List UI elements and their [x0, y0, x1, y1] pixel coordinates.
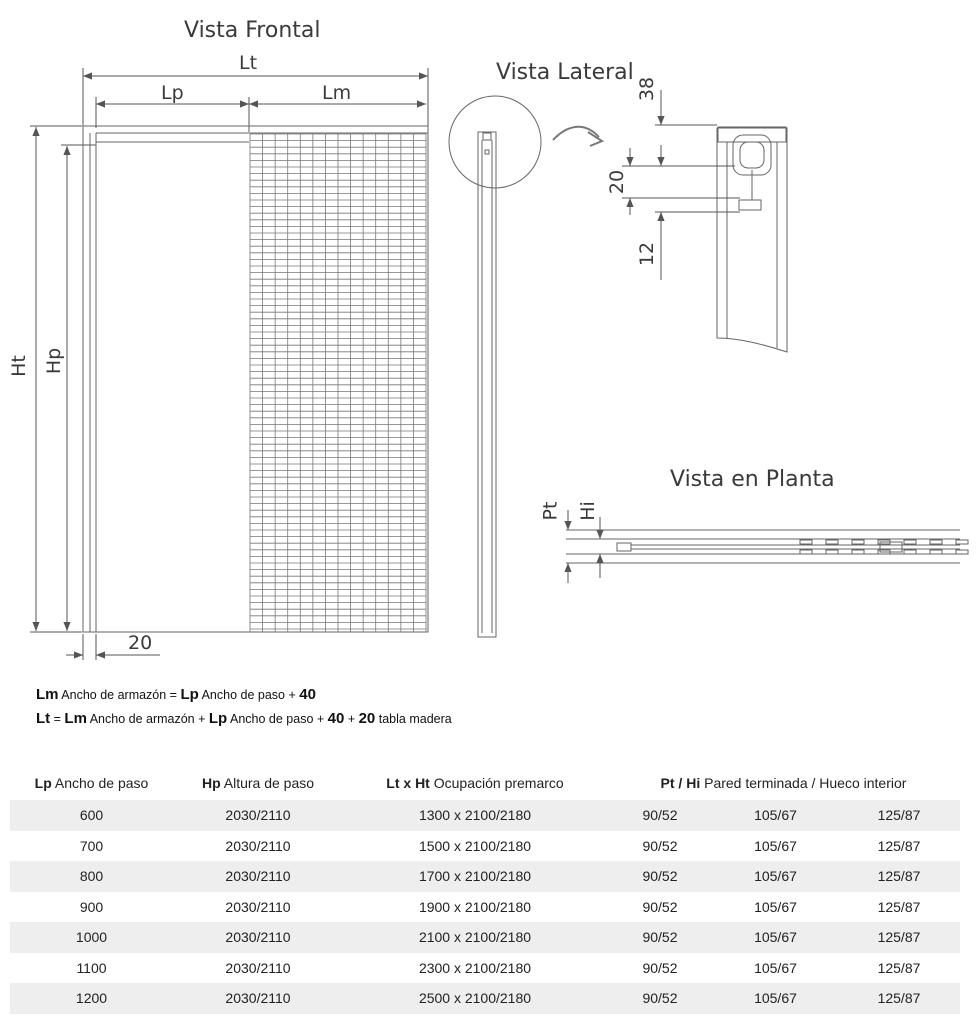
cell-ltht: 2500 x 2100/2180 — [343, 983, 607, 1014]
plan-dimension-lines — [568, 510, 600, 583]
f2-eq: = — [50, 712, 65, 726]
cell-hp: 2030/2110 — [173, 861, 343, 892]
formula-lt — [36, 710, 452, 727]
dim-lt-label: Lt — [239, 52, 258, 74]
f2-lp: Lp — [208, 710, 228, 727]
f2-lm-desc: Ancho de armazón + — [86, 712, 209, 726]
dim-20-label: 20 — [606, 169, 629, 195]
cell-p1: 90/52 — [607, 861, 713, 892]
cell-hp: 2030/2110 — [225, 959, 291, 976]
header-hp: Hp Altura de paso — [173, 766, 343, 800]
cell-p1: 90/52 — [607, 983, 713, 1014]
formula-lm — [36, 686, 316, 703]
mesh-grid — [250, 134, 426, 632]
dim-12-label: 12 — [636, 241, 659, 267]
cell-lp: 900 — [79, 898, 104, 915]
dim-hp-line — [61, 145, 96, 631]
detail-view — [717, 127, 787, 352]
dim-hp-label: Hp — [43, 347, 66, 375]
cell-hp: 2030/2110 — [173, 922, 343, 953]
cell-p3: 125/87 — [838, 983, 960, 1014]
cell-p2: 105/67 — [713, 922, 838, 953]
f2-lp-desc: Ancho de paso + — [227, 712, 328, 726]
side-view-rail — [478, 132, 496, 637]
table-row — [10, 983, 960, 1014]
header-pthi: Pt / Hi Pared terminada / Hueco interior — [607, 766, 960, 800]
side-view-title: Vista Lateral — [496, 60, 634, 85]
front-view-title: Vista Frontal — [184, 18, 321, 43]
dim-lm-label: Lm — [322, 82, 352, 104]
table-row — [10, 922, 960, 953]
table-row — [10, 861, 960, 892]
table-header-row — [10, 766, 960, 800]
header-lp: Lp Ancho de paso — [10, 766, 173, 800]
f2-tabla: tabla madera — [375, 712, 452, 726]
cell-p1: 90/52 — [642, 898, 678, 915]
cell-p3: 125/87 — [877, 898, 921, 915]
cell-p3: 125/87 — [877, 837, 921, 854]
cell-p2: 105/67 — [713, 861, 838, 892]
table-row — [10, 831, 960, 862]
cell-ltht: 2300 x 2100/2180 — [418, 959, 532, 976]
cell-lp: 1200 — [10, 983, 173, 1014]
dim-ht-line — [30, 126, 82, 632]
dim-lt-line — [83, 68, 428, 128]
f2-lt: Lt — [36, 710, 51, 727]
cell-lp: 600 — [10, 800, 173, 831]
cell-p2: 105/67 — [713, 983, 838, 1014]
f2-40: 40 — [327, 710, 345, 727]
cell-hp: 2030/2110 — [173, 800, 343, 831]
cell-p2: 105/67 — [754, 959, 797, 976]
cell-ltht: 2100 x 2100/2180 — [343, 922, 607, 953]
f2-lm: Lm — [64, 710, 87, 727]
cell-p1: 90/52 — [607, 800, 713, 831]
cell-lp: 800 — [10, 861, 173, 892]
cell-ltht: 1300 x 2100/2180 — [343, 800, 607, 831]
dim-lp-lm-line — [96, 97, 426, 132]
cell-lp: 1100 — [76, 959, 107, 976]
cell-hp: 2030/2110 — [225, 898, 291, 915]
detail-circle — [449, 96, 541, 188]
cell-p3: 125/87 — [877, 959, 921, 976]
header-ltht: Lt x Ht Ocupación premarco — [343, 766, 607, 800]
cell-p1: 90/52 — [642, 837, 678, 854]
f1-lm-desc: Ancho de armazón = — [58, 688, 181, 702]
f2-plus: + — [344, 712, 359, 726]
dim-hi-label: Hi — [576, 501, 599, 521]
cell-p3: 125/87 — [838, 800, 960, 831]
table-row — [10, 953, 960, 984]
cell-lp: 700 — [79, 837, 104, 854]
cell-p2: 105/67 — [713, 800, 838, 831]
cell-p2: 105/67 — [754, 898, 797, 915]
cell-p1: 90/52 — [607, 922, 713, 953]
dim-bottom-20-label: 20 — [128, 632, 153, 654]
f1-lp: Lp — [180, 686, 199, 703]
table-row — [10, 800, 960, 831]
cell-ltht: 1700 x 2100/2180 — [343, 861, 607, 892]
cell-p3: 125/87 — [838, 922, 960, 953]
cell-p3: 125/87 — [838, 861, 960, 892]
f2-20: 20 — [358, 710, 376, 727]
f1-lp-desc: Ancho de paso + — [198, 688, 300, 702]
dim-38-label: 38 — [636, 76, 659, 102]
f1-lm: Lm — [36, 686, 59, 703]
dim-lp-label: Lp — [161, 82, 184, 104]
dim-ht-label: Ht — [7, 355, 30, 377]
cell-p1: 90/52 — [642, 959, 678, 976]
cell-hp: 2030/2110 — [173, 983, 343, 1014]
detail-arrow — [553, 127, 599, 140]
plan-view-title: Vista en Planta — [670, 467, 835, 492]
cell-hp: 2030/2110 — [225, 837, 291, 854]
cell-ltht: 1500 x 2100/2180 — [418, 837, 532, 854]
table-row — [10, 892, 960, 923]
f1-40: 40 — [299, 686, 316, 703]
cell-lp: 1000 — [10, 922, 173, 953]
dim-pt-label: Pt — [539, 501, 562, 521]
cell-ltht: 1900 x 2100/2180 — [418, 898, 532, 915]
cell-p2: 105/67 — [754, 837, 797, 854]
spec-table — [10, 766, 960, 1014]
plan-view — [566, 530, 960, 563]
